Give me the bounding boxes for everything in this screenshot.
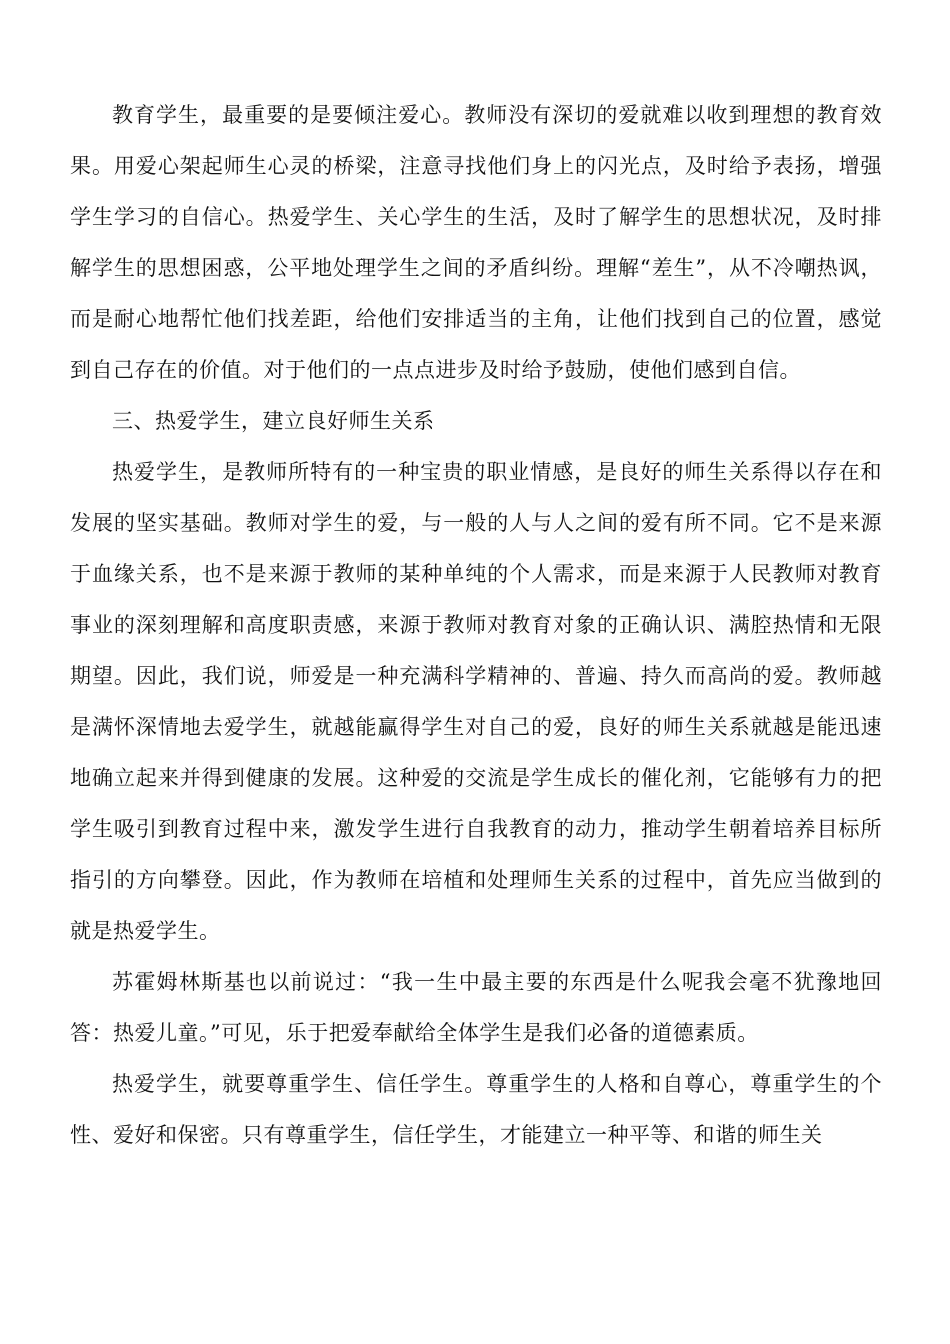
document-page <box>70 90 882 1161</box>
paragraph-sukhomlinsky-quote: 苏霍姆林斯基也以前说过：“我一生中最主要的东西是什么呢我会毫不犹豫地回答：热爱儿童。”可见，乐于把爱奉献给全体学生是我们必备的道德素质。 <box>70 970 882 1045</box>
paragraph-love-education: 教育学生，最重要的是要倾注爱心。教师没有深切的爱就难以收到理想的教育效果。用爱心架起师生心灵的桥梁，注意寻找他们身上的闪光点，及时给予表扬，增强学生学习的自信心。热爱学生、关心学生的生活，及时了解学生的思想状况，及时排解学生的思想困惑，公平地处理学生之间的矛盾纠纷。理解“差生”，从不冷嘲热讽，而是耐心地帮忙他们找差距，给他们安排适当的主角，让他们找到自己的位置，感觉到自己存在的价值。对于他们的一点点进步及时给予鼓励，使他们感到自信。 <box>70 103 882 382</box>
paragraph-respect-students: 热爱学生，就要尊重学生、信任学生。尊重学生的人格和自尊心，尊重学生的个性、爱好和保密。只有尊重学生，信任学生，才能建立一种平等、和谐的师生关 <box>70 1072 882 1147</box>
paragraph-teacher-love: 热爱学生，是教师所特有的一种宝贵的职业情感，是良好的师生关系得以存在和发展的坚实基础。教师对学生的爱，与一般的人与人之间的爱有所不同。它不是来源于血缘关系，也不是来源于教师的某种单纯的个人需求，而是来源于人民教师对教育事业的深刻理解和高度职责感，来源于教师对教育对象的正确认识、满腔热情和无限期望。因此，我们说，师爱是一种充满科学精神的、普遍、持久而高尚的爱。教师越是满怀深情地去爱学生，就越能赢得学生对自己的爱，良好的师生关系就越是能迅速地确立起来并得到健康的发展。这种爱的交流是学生成长的催化剂，它能够有力的把学生吸引到教育过程中来，激发学生进行自我教育的动力，推动学生朝着培养目标所指引的方向攀登。因此，作为教师在培植和处理师生关系的过程中，首先应当做到的就是热爱学生。 <box>70 460 882 943</box>
section-heading: 三、热爱学生，建立良好师生关系 <box>112 409 435 433</box>
